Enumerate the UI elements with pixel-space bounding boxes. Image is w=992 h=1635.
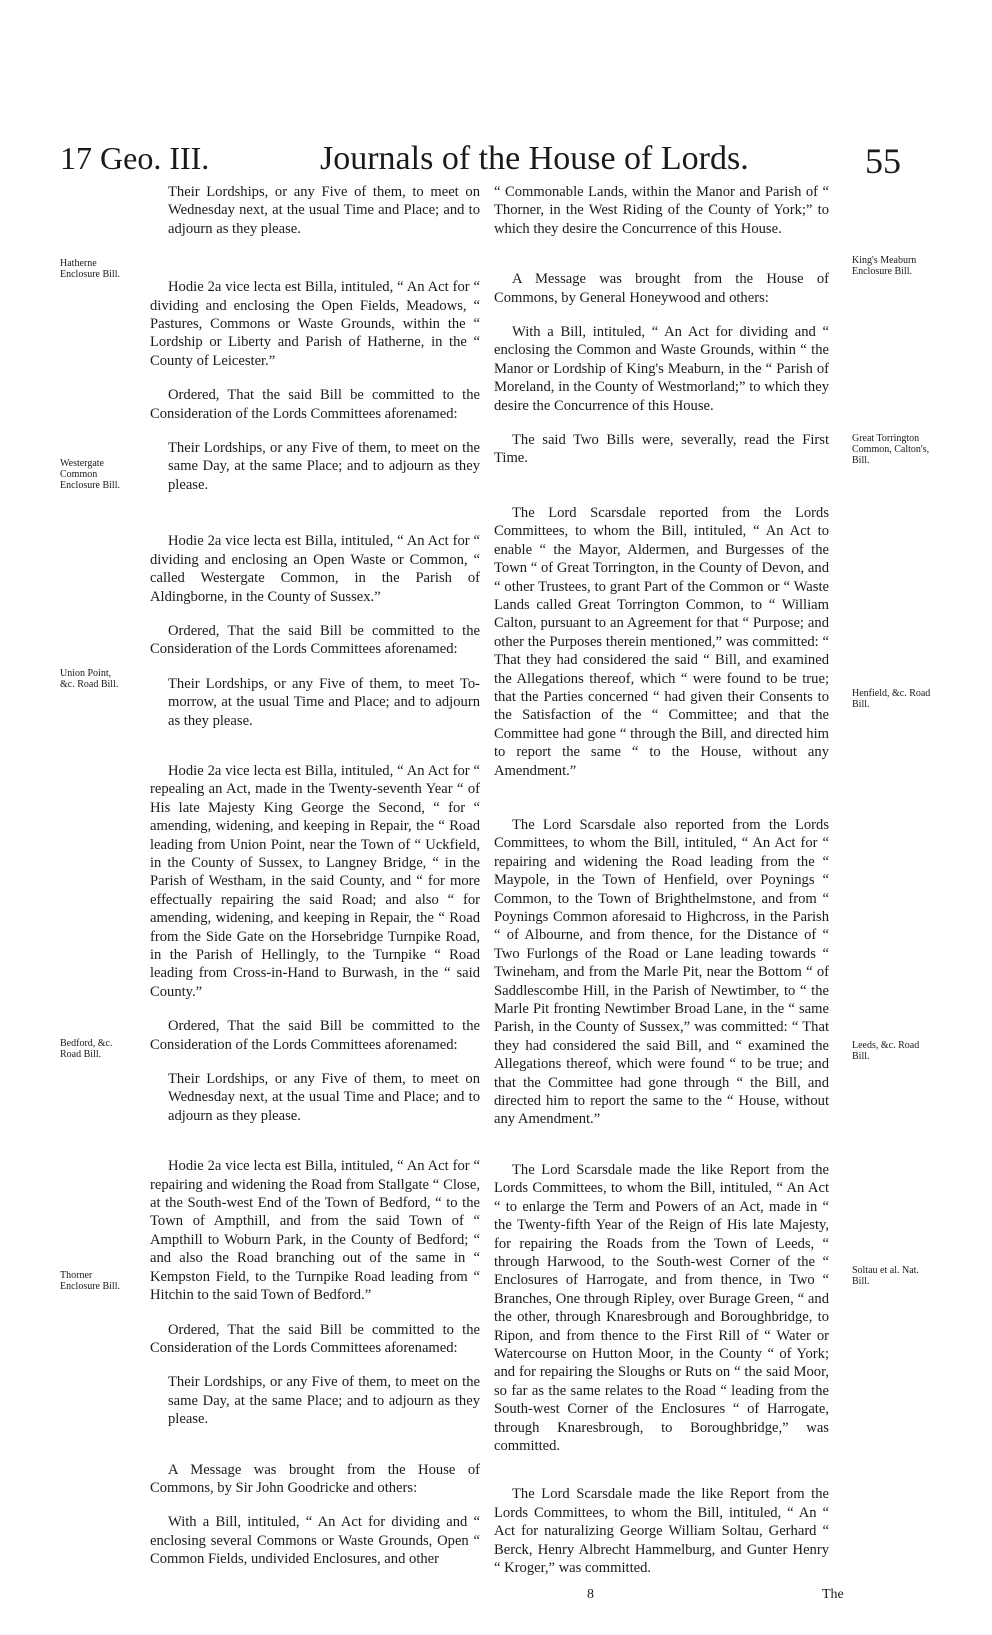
right-column [494,183,829,1593]
bedford-bill: Hodie 2a vice lecta est Billa, intituled, “ An Act for “ repairing and widening the Road from Stallgate “ Close, at the South-west End of the Town of Bedford, “ to the Town of Ampthill, and from the said Town of “ Ampthill to Woburn Park, in the County of Bedford; “ and also the Road branching out of the same in “ Kempston Field, to the Turnpike Road leading from “ Hitchin to the said Town of Bedford.” [150,1158,480,1304]
soltau-report: The Lord Scarsdale made the like Report from the Lords Committees, to whom the Bill, intituled, “ An “ Act for naturalizing George William Soltau, Gerhard “ Berck, Henry Albrecht Hammelburg, and Gunter Henry “ Kroger,” was committed. [494,1486,829,1576]
regnal-year: 17 Geo. III. [60,140,210,176]
bills-first-reading: The said Two Bills were, severally, read the First Time. [494,432,829,467]
henfield-report: The Lord Scarsdale also reported from the Lords Committees, to whom the Bill, intituled, “ An Act for “ repairing and widening the Road leading from the “ Maypole, in the Town of Henfield, over Poynings “ Common, to the Town of Brighthelmstone, and from “ Poynings Common aforesaid to Highcross, in the Parish “ of Albourne, and from thence, for the Distance of “ Two Furlongs of the Road or Lane leading towards “ Twineham, and from the Marle Pit, near the Bottom “ of Saddlescombe Hill, in the Parish of Newtimber, to “ the Marle Pit fronting Newtimber Broad Lane, in the “ same Parish, in the County of Sussex,” was committed: “ That they had considered the said Bill, and “ examined the Allegations thereof, which were found “ to be true; and that the Committee had gone through “ the Bill, and directed him to report the same to the “ House, without any Amendment.” [494,816,829,1128]
westergate-bill: Hodie 2a vice lecta est Billa, intituled, “ An Act for “ dividing and enclosing an Open Waste or Common, “ called Westergate Common, in the Parish of Aldingborne, in the County of Sussex.” [150,533,480,605]
thorner-message: A Message was brought from the House of Commons, by Sir John Goodricke and others: [150,1461,480,1496]
page-number: 55 [865,141,901,181]
margin-note-bedford: Bedford, &c. Road Bill. [60,1038,113,1060]
thorner-bill: With a Bill, intituled, “ An Act for dividing and “ enclosing several Commons or Waste Grounds, Open “ Common Fields, undivided Enclosures, and other [150,1514,480,1568]
margin-note-soltau: Soltau et al. Nat. Bill. [852,1265,919,1287]
margin-note-leeds: Leeds, &c. Road Bill. [852,1040,920,1062]
margin-note-westergate: Westergate Common Enclosure Bill. [60,458,120,491]
great-torrington-report: The Lord Scarsdale reported from the Lords Committees, to whom the Bill, intituled, “ An Act to enable “ the Mayor, Aldermen, and Burgesses of the Town “ of Great Torrington, in the County of Devon, and “ other Trustees, to grant Part of the Common or “ Waste Lands called Great Torrington Common, to “ William Calton, pursuant to an Agreement for that “ Purpose; and other the Purposes therein mentioned,” was committed: “ That they had considered the said “ Bill, and examined the Allegations thereof, which “ were found to be true; that the Parties concerned “ had given their Consents to the Satisfaction of the “ Committee; and that the Committee had gone “ through the Bill, and directed him to report the same “ to the House, without any Amendment.” [494,504,829,779]
bedford-meet: Their Lordships, or any Five of them, to meet on the same Day, at the same Place; and to adjourn as they please. [168,1374,480,1428]
hatherne-ordered: Ordered, That the said Bill be committed to the Consideration of the Lords Committees aforenamed: [150,387,480,422]
hatherne-meet: Their Lordships, or any Five of them, to meet on the same Day, at the same Place; and to adjourn as they please. [168,440,480,493]
leeds-report: The Lord Scarsdale made the like Report from the Lords Committees, to whom the Bill, intituled, “ An Act “ to enlarge the Term and Powers of an Act, made in “ the Twenty-fifth Year of the Reign of His late Majesty, for repairing the Roads from the Town of Leeds, “ through Harwood, to the South-west Corner of the “ Enclosures of Harrogate, and from thence, in Two “ Branches, One through Ripley, over Burage Green, “ and the other, through Knaresbrough and Boroughbridge, to Ripon, and from thence to the First Rill of “ Water or Watercourse on Hutton Moor, in the County “ of York; and for repairing the Sloughs or Ruts on “ the said Moor, so far as the same relates to the Road “ leading from the South-west Corner of the Enclosures “ of Harrogate, through Knaresbrough, to Boroughbridge,” was committed. [494,1161,829,1454]
westergate-meet: Their Lordships, or any Five of them, to meet To-morrow, at the usual Time and Place; and to adjourn as they please. [168,675,480,729]
margin-note-union-point: Union Point, &c. Road Bill. [60,668,119,690]
signature-mark: 8 [587,1587,594,1602]
thorner-continued: “ Commonable Lands, within the Manor and Parish of “ Thorner, in the West Riding of the County of York;” to which they desire the Concurrence of this House. [494,184,829,237]
page-title: Journals of the House of Lords. [320,140,749,177]
westergate-ordered: Ordered, That the said Bill be committed to the Consideration of the Lords Committees aforenamed: [150,622,480,658]
intro-adjourn: Their Lordships, or any Five of them, to meet on Wednesday next, at the usual Time and Place; and to adjourn as they please. [168,184,480,237]
hatherne-bill: Hodie 2a vice lecta est Billa, intituled, “ An Act for “ dividing and enclosing the Open Fields, Meadows, “ Pastures, Commons or Waste Grounds, within the “ Lordship or Liberty and Parish of Hatherne, in the “ County of Leicester.” [150,279,480,369]
union-point-bill: Hodie 2a vice lecta est Billa, intituled, “ An Act for “ repealing an Act, made in the Twenty-seventh Year “ of His late Majesty King George the Second, “ for “ amending, widening, and keeping in Repair, the “ Road leading from Union Point, near the Town of “ Uckfield, in the County of Sussex, to Langney Bridge, “ in the Parish of Westham, in the said County, and “ for more effectually repairing the said Road; and also “ for amending, widening, and keeping in Repair, the “ Road from the Side Gate on the Horsebridge Turnpike Road, in the Parish of Hellingly, to the Turnpike “ Road leading from Cross-in-Hand to Burwash, in the “ said County.” [150,762,480,1000]
bedford-ordered: Ordered, That the said Bill be committed to the Consideration of the Lords Committees aforenamed: [150,1321,480,1356]
union-point-meet: Their Lordships, or any Five of them, to meet on Wednesday next, at the usual Time and Place; and to adjourn as they please. [168,1071,480,1124]
union-point-ordered: Ordered, That the said Bill be committed to the Consideration of the Lords Committees aforenamed: [150,1018,480,1053]
margin-note-hatherne: Hatherne Enclosure Bill. [60,258,120,280]
margin-note-kings-meaburn: King's Meaburn Enclosure Bill. [852,255,917,277]
left-column [150,183,480,1585]
kings-meaburn-message: A Message was brought from the House of Commons, by General Honeywood and others: [494,271,829,306]
catchword: The [822,1587,844,1602]
margin-note-henfield: Henfield, &c. Road Bill. [852,688,931,710]
margin-note-thorner: Thorner Enclosure Bill. [60,1270,120,1292]
kings-meaburn-bill: With a Bill, intituled, “ An Act for dividing and “ enclosing the Common and Waste Grounds, within “ the Manor or Lordship of King's Meaburn, in the “ Parish of Moreland, in the County of Westmorland;” to which they desire the Concurrence of this House. [494,324,829,414]
margin-note-great-torrington: Great Torrington Common, Calton's, Bill. [852,433,930,466]
